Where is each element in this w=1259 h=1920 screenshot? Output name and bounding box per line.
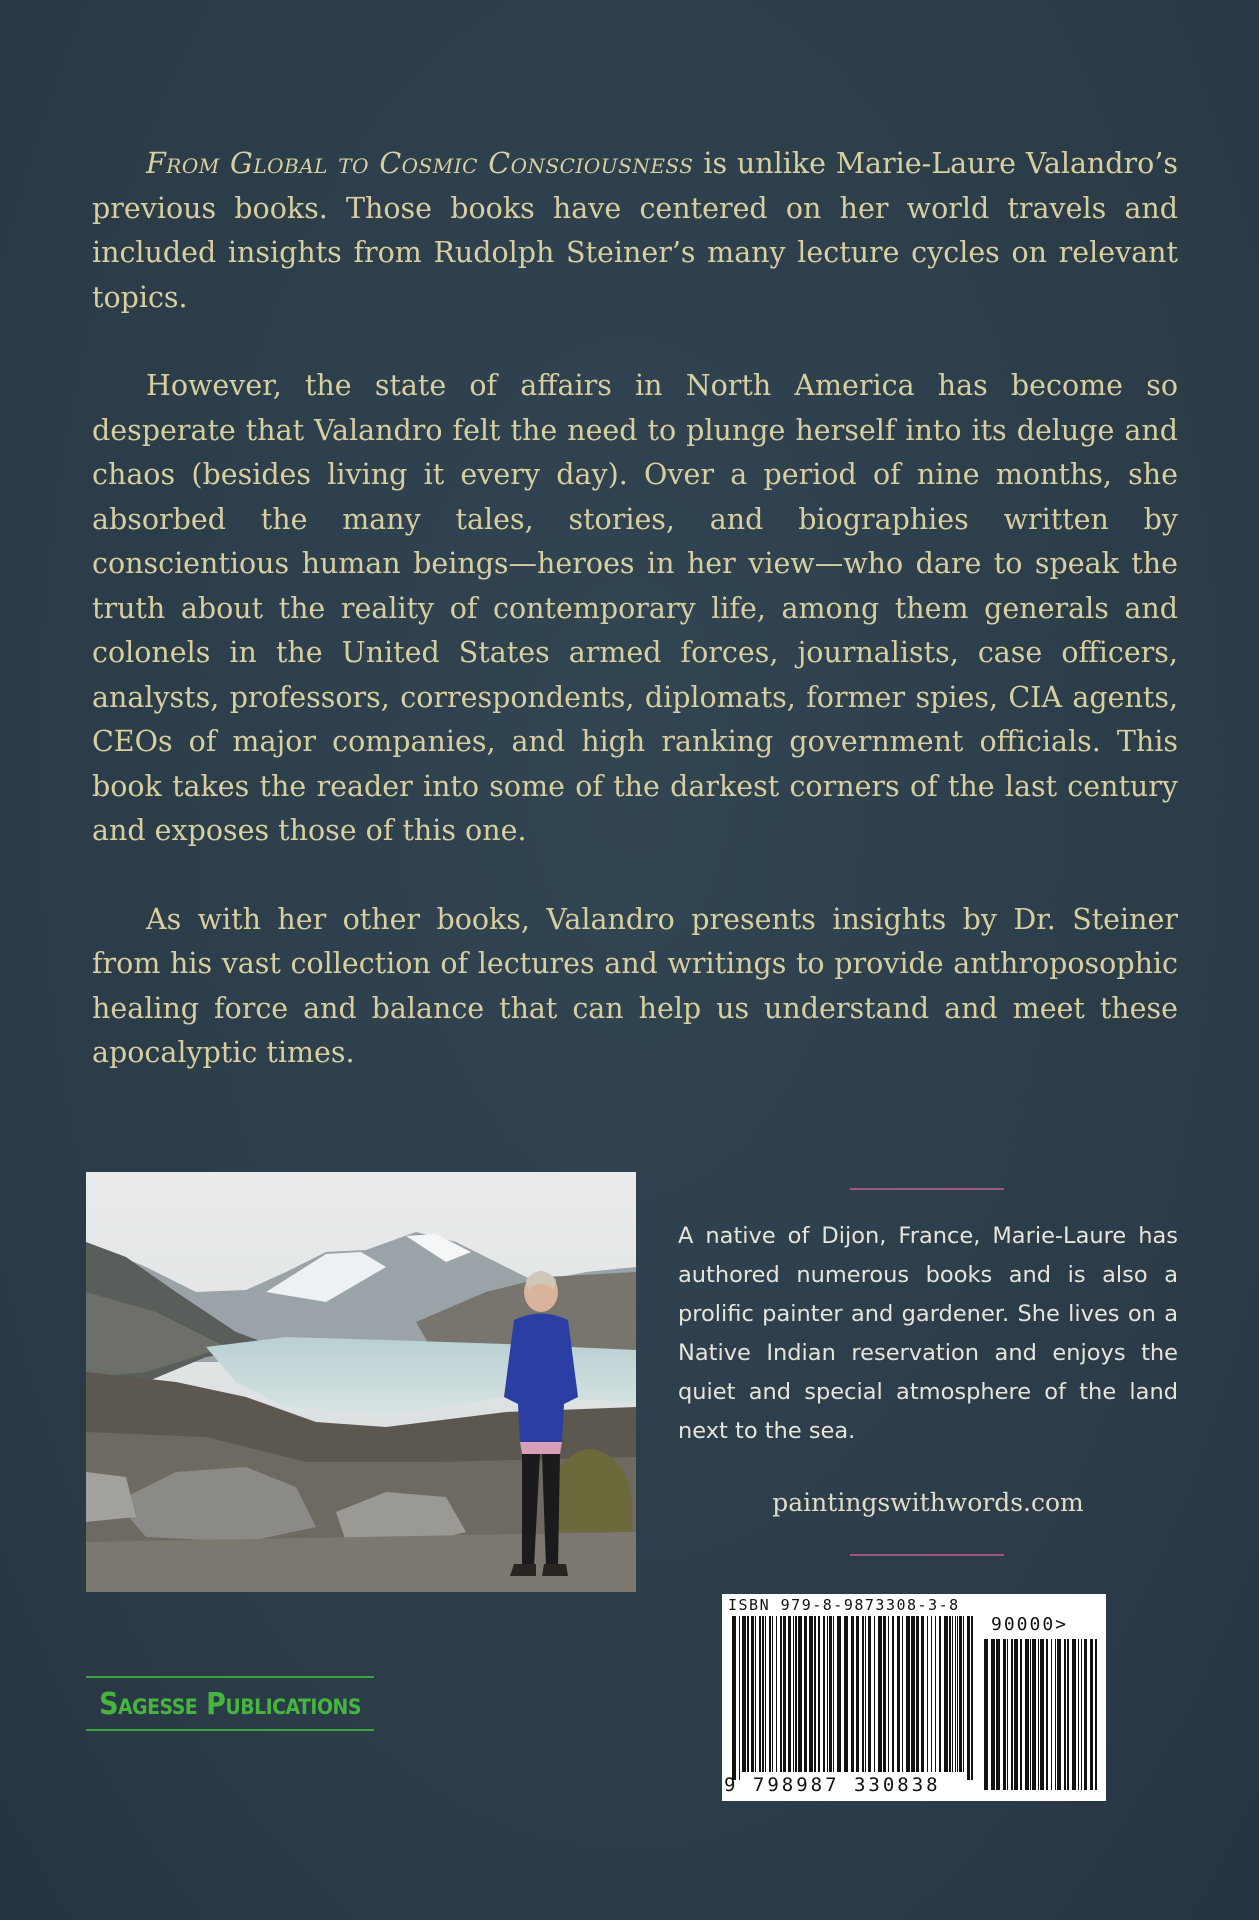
cover-blurb xyxy=(92,142,1178,1120)
blurb-paragraph-2: However, the state of affairs in North America has become so desperate that Valandro felt the need to plunge herself into its deluge and chaos (besides living it every day). Over a period of nine months, she absorbed the many tales, stories, and biographies written by conscientious human beings—heroes in her view—who dare to speak the truth about the reality of contemporary life, among them generals and colonels in the United States armed forces, journalists, case officers, analysts, professors, correspondents, diplomats, former spies, CIA agents, CEOs of major companies, and high ranking government officials. This book takes the reader into some of the darkest corners of the last century and exposes those of this one. xyxy=(92,369,1178,847)
author-website: paintingswithwords.com xyxy=(772,1488,1084,1517)
blurb-paragraph-3: As with her other books, Valandro presents insights by Dr. Steiner from his vast collection of lectures and writings to provide anthroposophic healing force and balance that can help us understand and meet these apocalyptic times. xyxy=(92,902,1178,1069)
blurb-paragraph-1 xyxy=(92,142,1178,320)
isbn-number: ISBN 979-8-9873308-3-8 xyxy=(728,1596,960,1614)
book-title: From Global to Cosmic Consciousness xyxy=(146,147,694,180)
author-photo xyxy=(86,1172,636,1592)
price-code: 90000> xyxy=(991,1614,1069,1635)
publisher-logo: Sagesse Publications xyxy=(86,1676,374,1731)
author-bio: A native of Dijon, France, Marie-Laure has authored numerous books and is also a prolific painter and gardener. She lives on a Native Indian reservation and enjoys the quiet and special atmosphere of the land next to the sea. xyxy=(678,1223,1178,1444)
isbn-barcode xyxy=(722,1594,1106,1801)
bio-bottom-rule xyxy=(850,1554,1004,1556)
barcode-bars xyxy=(722,1594,1106,1801)
blurb-paragraph-1-text: is unlike Marie-Laure Valandro’s previous books. Those books have centered on her world travels and included insights from Rudolph Steiner’s many lecture cycles on relevant topics. xyxy=(92,147,1178,314)
ean-number: 9 798987 330838 xyxy=(724,1774,941,1796)
bio-top-rule xyxy=(850,1188,1004,1190)
